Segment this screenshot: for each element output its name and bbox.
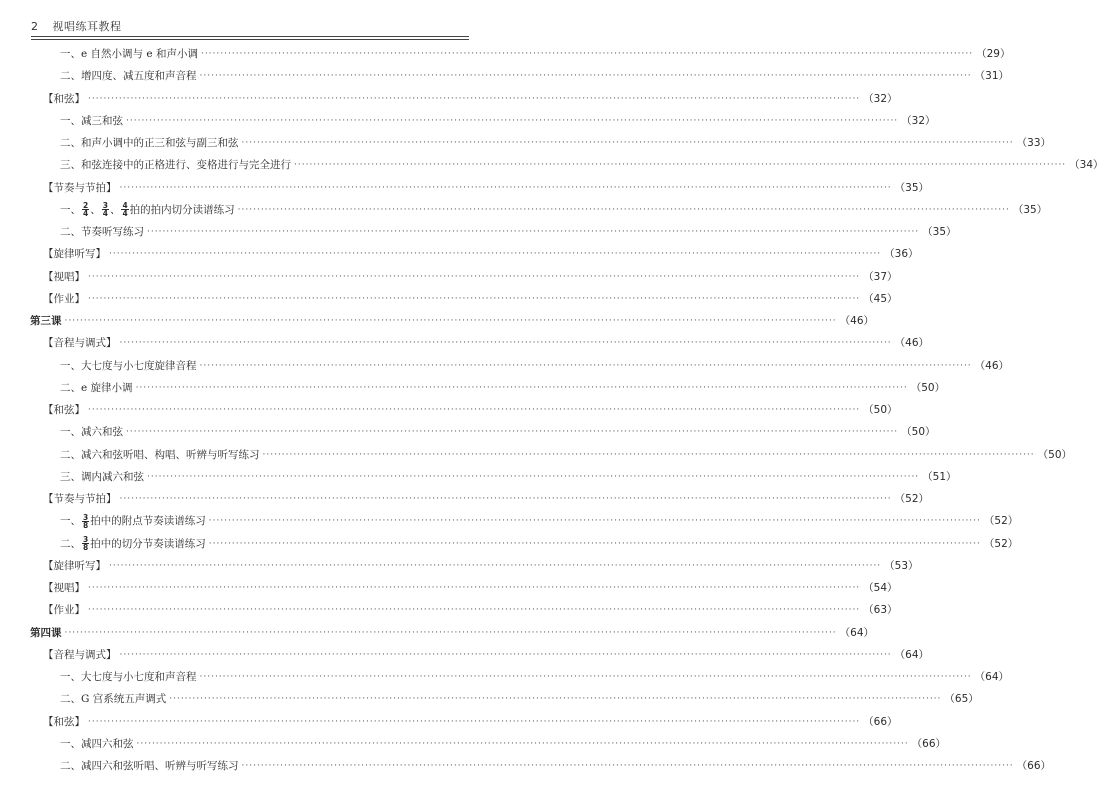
dot-leader: ········································································································································································································ (119, 338, 892, 349)
dot-leader: ········································································································································································································ (119, 494, 892, 504)
toc-subsection-entry[interactable] (0, 199, 1048, 221)
dot-leader: ········································································································································································································ (199, 360, 972, 371)
dot-leader: ········································································································································································································ (88, 405, 861, 415)
header-rule-secondary (31, 39, 469, 40)
dot-leader: ········································································································································································································ (208, 516, 981, 527)
toc-subsection-entry[interactable] (0, 688, 979, 710)
toc-entry-title: 二、G 宫系统五声调式 (60, 693, 167, 706)
toc-subsection-entry[interactable] (0, 510, 1019, 532)
toc-entry-title: 【旋律听写】 (43, 248, 106, 261)
running-header (31, 18, 122, 34)
toc-entry-prefix: 二、 (60, 537, 81, 550)
time-signature-numerator: 4 (122, 201, 128, 211)
dot-leader: ········································································································································································································ (88, 293, 861, 304)
toc-subsection-entry[interactable] (0, 533, 1019, 555)
toc-section-entry[interactable] (0, 288, 898, 310)
toc-section-entry[interactable] (0, 555, 919, 577)
dot-leader: ········································································································································································································ (294, 160, 1067, 171)
dot-leader: ········································································································································································································ (88, 583, 861, 593)
toc-entry-title: 二、减四六和弦听唱、听辨与听写练习 (60, 760, 239, 772)
time-signature (82, 202, 89, 217)
toc-page-number: （53） (884, 559, 919, 572)
toc-subsection-entry[interactable] (0, 466, 957, 488)
dot-leader: ········································································································································································································ (147, 471, 920, 482)
toc-subsection-entry[interactable] (0, 221, 957, 243)
toc-section-entry[interactable] (0, 88, 898, 110)
toc-section-entry[interactable] (0, 599, 898, 621)
time-signature (121, 202, 128, 217)
toc-page-number: （35） (922, 226, 957, 238)
toc-entry-title: 【视唱】 (43, 270, 85, 283)
toc-section-entry[interactable] (0, 711, 898, 733)
time-signature-denominator: 4 (102, 209, 108, 219)
toc-entry-title: 【节奏与节拍】 (43, 493, 117, 505)
toc-entry-title: 二、和声小调中的正三和弦与副三和弦 (60, 137, 239, 149)
toc-entry-title (60, 533, 206, 555)
toc-section-entry[interactable] (0, 266, 898, 288)
toc-entry-title: 三、和弦连接中的正格进行、变格进行与完全进行 (60, 159, 291, 172)
dot-leader: ········································································································································································································ (136, 738, 909, 749)
dot-leader: ········································································································································································································ (237, 204, 1010, 215)
dot-leader: ········································································································································································································ (200, 49, 974, 59)
time-signature-denominator: 8 (83, 543, 89, 552)
toc-entry-title: 一、减四六和弦 (60, 737, 134, 750)
toc-section-entry[interactable] (0, 577, 898, 599)
time-signature-denominator: 4 (122, 209, 128, 219)
dot-leader: ········································································································································································································ (262, 449, 1035, 460)
toc-page-number: （33） (1016, 137, 1052, 149)
toc-section-entry[interactable] (0, 177, 930, 199)
dot-leader: ········································································································································································································ (64, 316, 837, 326)
toc-subsection-entry[interactable] (0, 755, 1052, 777)
toc-entry-title: 一、大七度与小七度和声音程 (60, 671, 197, 683)
toc-page-number: （63） (863, 604, 898, 617)
toc-subsection-entry[interactable] (0, 154, 1104, 176)
toc-page-number: （35） (894, 181, 930, 194)
toc-page-number: （64） (894, 648, 930, 661)
toc-page-number: （52） (894, 493, 930, 505)
toc-subsection-entry[interactable] (0, 733, 947, 755)
toc-subsection-entry[interactable] (0, 421, 936, 443)
dot-leader: ········································································································································································································ (119, 649, 892, 660)
toc-page-number: （50） (863, 404, 898, 416)
dot-leader: ········································································································································································································ (147, 227, 920, 237)
toc-subsection-entry[interactable] (0, 666, 1010, 688)
toc-page-number: （64） (839, 626, 875, 639)
table-of-contents (0, 43, 1104, 777)
toc-subsection-entry[interactable] (0, 110, 936, 132)
toc-entry-title: 一、减三和弦 (60, 114, 123, 127)
toc-entry-prefix: 一、 (60, 203, 81, 216)
toc-page-number: （66） (1016, 760, 1052, 772)
toc-entry-title: 第三课 (30, 315, 62, 327)
time-signature-separator: 、 (90, 203, 101, 216)
toc-entry-title: 二、增四度、减五度和声音程 (60, 70, 197, 83)
toc-page-number: （34） (1069, 159, 1104, 172)
toc-page-number: （32） (901, 114, 936, 127)
time-signature-denominator: 4 (83, 209, 89, 219)
dot-leader: ········································································································································································································ (88, 271, 861, 282)
toc-page-number: （46） (974, 359, 1010, 372)
toc-entry-title: 【作业】 (43, 292, 85, 305)
toc-section-entry[interactable] (0, 332, 930, 354)
toc-entry-prefix: 一、 (60, 515, 81, 528)
toc-page-number: （51） (922, 470, 957, 483)
toc-page-number: （50） (1037, 448, 1073, 461)
toc-page-number: （45） (863, 292, 898, 305)
toc-subsection-entry[interactable] (0, 377, 946, 399)
toc-entry-title: 二、e 旋律小调 (60, 381, 133, 394)
time-signature-separator: 、 (109, 203, 121, 216)
toc-entry-title: 二、减六和弦听唱、构唱、听辨与听写练习 (60, 448, 260, 461)
dot-leader: ········································································································································································································ (109, 249, 882, 260)
toc-entry-title (60, 199, 235, 221)
time-signature-numerator: 3 (83, 535, 89, 544)
time-signature-numerator: 3 (83, 512, 89, 522)
toc-page-number: （66） (863, 715, 898, 728)
time-signature (102, 202, 109, 217)
toc-page-number: （50） (910, 381, 946, 394)
toc-page-number: （65） (944, 693, 979, 706)
toc-page-number: （37） (863, 270, 898, 283)
dot-leader: ········································································································································································································ (208, 538, 981, 549)
toc-entry-title: 【作业】 (43, 604, 85, 617)
toc-entry-title: 一、大七度与小七度旋律音程 (60, 359, 197, 372)
toc-section-entry[interactable] (0, 488, 930, 510)
toc-page-number: （50） (901, 426, 936, 439)
toc-entry-title: 二、节奏听写练习 (60, 226, 144, 238)
time-signature-numerator: 3 (102, 201, 108, 211)
toc-entry-title: 一、e 自然小调与 e 和声小调 (60, 48, 198, 60)
toc-subsection-entry[interactable] (0, 355, 1010, 377)
time-signature (82, 536, 89, 551)
header-rule (31, 36, 469, 37)
toc-lesson-entry[interactable] (0, 622, 875, 644)
dot-leader: ········································································································································································································ (88, 716, 861, 727)
toc-entry-title: 【节奏与节拍】 (43, 181, 117, 194)
dot-leader: ········································································································································································································ (199, 672, 972, 682)
dot-leader: ········································································································································································································ (126, 115, 899, 126)
toc-entry-suffix: 拍中的切分节奏读谱练习 (90, 537, 206, 550)
dot-leader: ········································································································································································································ (126, 427, 899, 438)
toc-page-number: （32） (863, 92, 898, 105)
toc-subsection-entry[interactable] (0, 444, 1073, 466)
toc-lesson-entry[interactable] (0, 310, 875, 332)
time-signature-denominator: 8 (83, 520, 89, 530)
time-signature (82, 514, 89, 529)
dot-leader: ········································································································································································································ (241, 761, 1014, 771)
toc-subsection-entry[interactable] (0, 132, 1052, 154)
toc-page-number: （29） (976, 48, 1011, 60)
toc-page-number: （52） (983, 515, 1019, 528)
toc-entry-title: 第四课 (30, 626, 62, 639)
header-page-number: 2 (31, 20, 39, 33)
dot-leader: ········································································································································································································ (169, 694, 942, 705)
toc-page-number: （52） (983, 537, 1019, 550)
toc-page-number: （35） (1012, 203, 1048, 216)
header-book-title: 视唱练耳教程 (52, 20, 122, 33)
toc-section-entry[interactable] (0, 399, 898, 421)
dot-leader: ········································································································································································································ (119, 182, 892, 193)
toc-entry-title: 【和弦】 (43, 715, 85, 728)
toc-page-number: （46） (839, 315, 875, 327)
dot-leader: ········································································································································································································ (199, 71, 972, 82)
time-signature-numerator: 2 (83, 201, 89, 211)
dot-leader: ········································································································································································································ (88, 605, 861, 616)
toc-entry-title: 【视唱】 (43, 582, 85, 594)
toc-section-entry[interactable] (0, 644, 930, 666)
toc-entry-title: 【音程与调式】 (43, 337, 117, 350)
toc-page-number: （66） (911, 737, 947, 750)
toc-entry-title: 一、减六和弦 (60, 426, 123, 439)
toc-entry-title (60, 510, 206, 532)
toc-section-entry[interactable] (0, 243, 919, 265)
toc-entry-title: 【和弦】 (43, 404, 85, 416)
toc-entry-suffix: 拍中的附点节奏读谱练习 (90, 515, 206, 528)
dot-leader: ········································································································································································································ (64, 627, 837, 638)
toc-entry-title: 【旋律听写】 (43, 559, 106, 572)
dot-leader: ········································································································································································································ (135, 382, 908, 393)
toc-page-number: （54） (863, 582, 898, 594)
dot-leader: ········································································································································································································ (88, 93, 861, 104)
toc-page-number: （31） (974, 70, 1010, 83)
dot-leader: ········································································································································································································ (109, 560, 882, 571)
toc-page-number: （46） (894, 337, 930, 350)
toc-subsection-entry[interactable] (0, 65, 1010, 87)
toc-page-number: （64） (974, 671, 1010, 683)
toc-entry-title: 【音程与调式】 (43, 648, 117, 661)
toc-entry-title: 三、调内减六和弦 (60, 470, 144, 483)
toc-subsection-entry[interactable] (0, 43, 1011, 65)
toc-entry-title: 【和弦】 (43, 92, 85, 105)
dot-leader: ········································································································································································································ (241, 138, 1014, 148)
toc-entry-suffix: 拍的拍内切分读谱练习 (129, 203, 235, 216)
toc-page-number: （36） (884, 248, 919, 261)
